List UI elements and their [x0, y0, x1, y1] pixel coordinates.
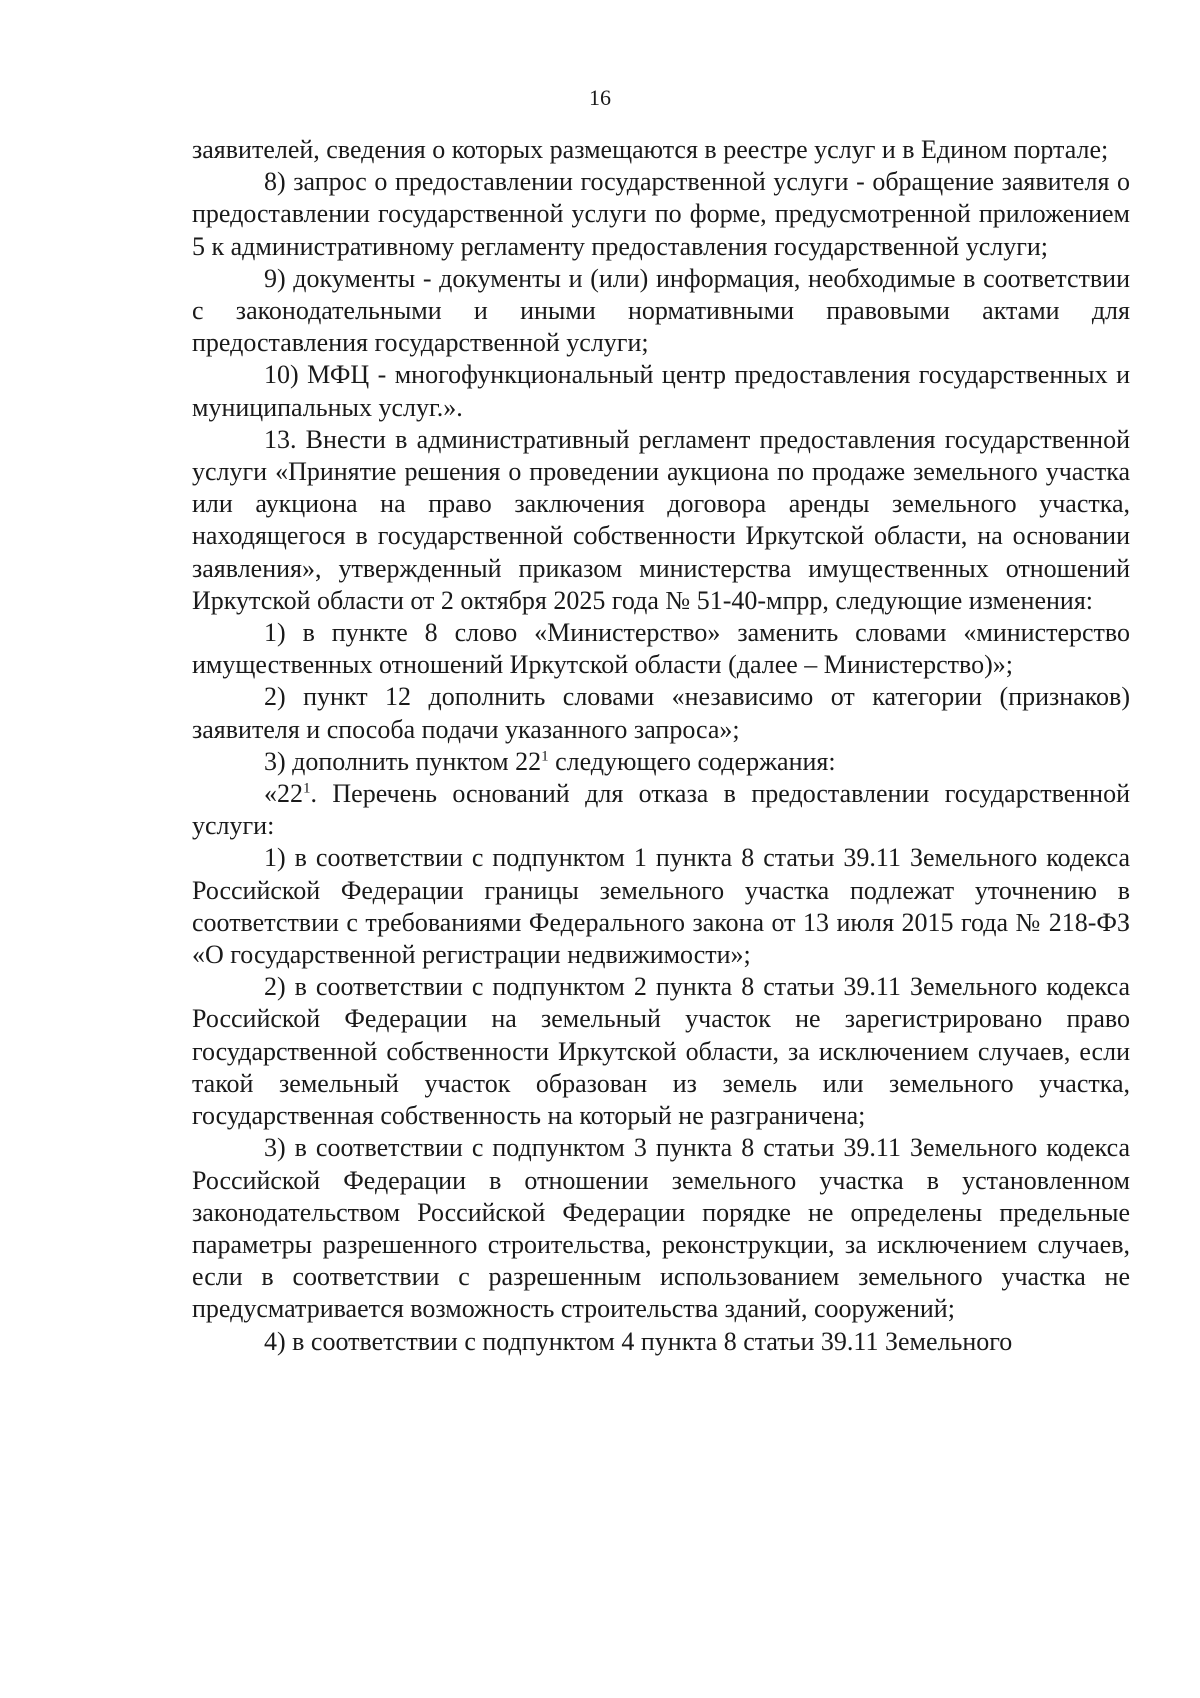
text-segment: . Перечень оснований для отказа в предоставлении государственной услуги:	[192, 779, 1130, 841]
text-segment: «22	[264, 779, 303, 809]
text-segment: 3) дополнить пунктом 22	[264, 746, 542, 776]
page-number: 16	[589, 85, 611, 110]
paragraph-item-9: 9) документы - документы и (или) информация, необходимые в соответствии с законодательными и иными нормативными правовыми актами для предоставления государственной услуги;	[192, 263, 1130, 358]
paragraph-change-3	[192, 746, 1130, 778]
document-body	[192, 134, 1130, 1358]
paragraph-continuation: заявителей, сведения о которых размещаются в реестре услуг и в Едином портале;	[192, 135, 1109, 164]
paragraph-clause-13: 13. Внести в административный регламент предоставления государственной услуги «Принятие решения о проведении аукциона по продаже земельного участка или аукциона на право заключения договора аренды земельного участка, находящегося в государственной собственности Иркутской области, на основании заявления», утвержденный приказом министерства имущественных отношений Иркутской области от 2 октября 2025 года № 51-40-мпрр, следующие изменения:	[192, 424, 1130, 615]
paragraph-change-1: 1) в пункте 8 слово «Министерство» заменить словами «министерство имущественных отношений Иркутской области (далее – Министерство)»;	[192, 618, 1130, 680]
paragraph-change-2: 2) пункт 12 дополнить словами «независимо от категории (признаков) заявителя и способа подачи указанного запроса»;	[192, 682, 1130, 744]
text-segment: следующего содержания:	[548, 746, 836, 776]
paragraph-refusal-4: 4) в соответствии с подпунктом 4 пункта 8 статьи 39.11 Земельного	[264, 1326, 1013, 1356]
paragraph-item-8: 8) запрос о предоставлении государственной услуги - обращение заявителя о предоставлении государственной услуги по форме, предусмотренной приложением 5 к административному регламенту предоставления государственной услуги;	[192, 167, 1130, 261]
paragraph-refusal-3: 3) в соответствии с подпунктом 3 пункта 8 статьи 39.11 Земельного кодекса Российской Федерации в отношении земельного участка в установленном законодательством Российской Федерации порядке не определены предельные параметры разрешенного строительства, реконструкции, за исключением случаев, если в соответствии с разрешенным использованием земельного участка не предусматривается возможность строительства зданий, сооружений;	[192, 1133, 1130, 1324]
superscript: 1	[541, 748, 549, 765]
paragraph-refusal-2: 2) в соответствии с подпунктом 2 пункта 8 статьи 39.11 Земельного кодекса Российской Федерации на земельный участок не зарегистрировано право государственной собственности Иркутской области, за исключением случаев, если такой земельный участок образован из земель или земельного участка, государственная собственность на который не разграничена;	[192, 972, 1130, 1131]
paragraph-refusal-1: 1) в соответствии с подпунктом 1 пункта 8 статьи 39.11 Земельного кодекса Российской Федерации границы земельного участка подлежат уточнению в соответствии с требованиями Федерального закона от 13 июля 2015 года № 218-ФЗ «О государственной регистрации недвижимости»;	[192, 843, 1130, 970]
paragraph-item-10: 10) МФЦ - многофункциональный центр предоставления государственных и муниципальных услуг.».	[192, 360, 1130, 422]
superscript: 1	[303, 780, 311, 797]
paragraph-section-22-1	[192, 778, 1130, 842]
